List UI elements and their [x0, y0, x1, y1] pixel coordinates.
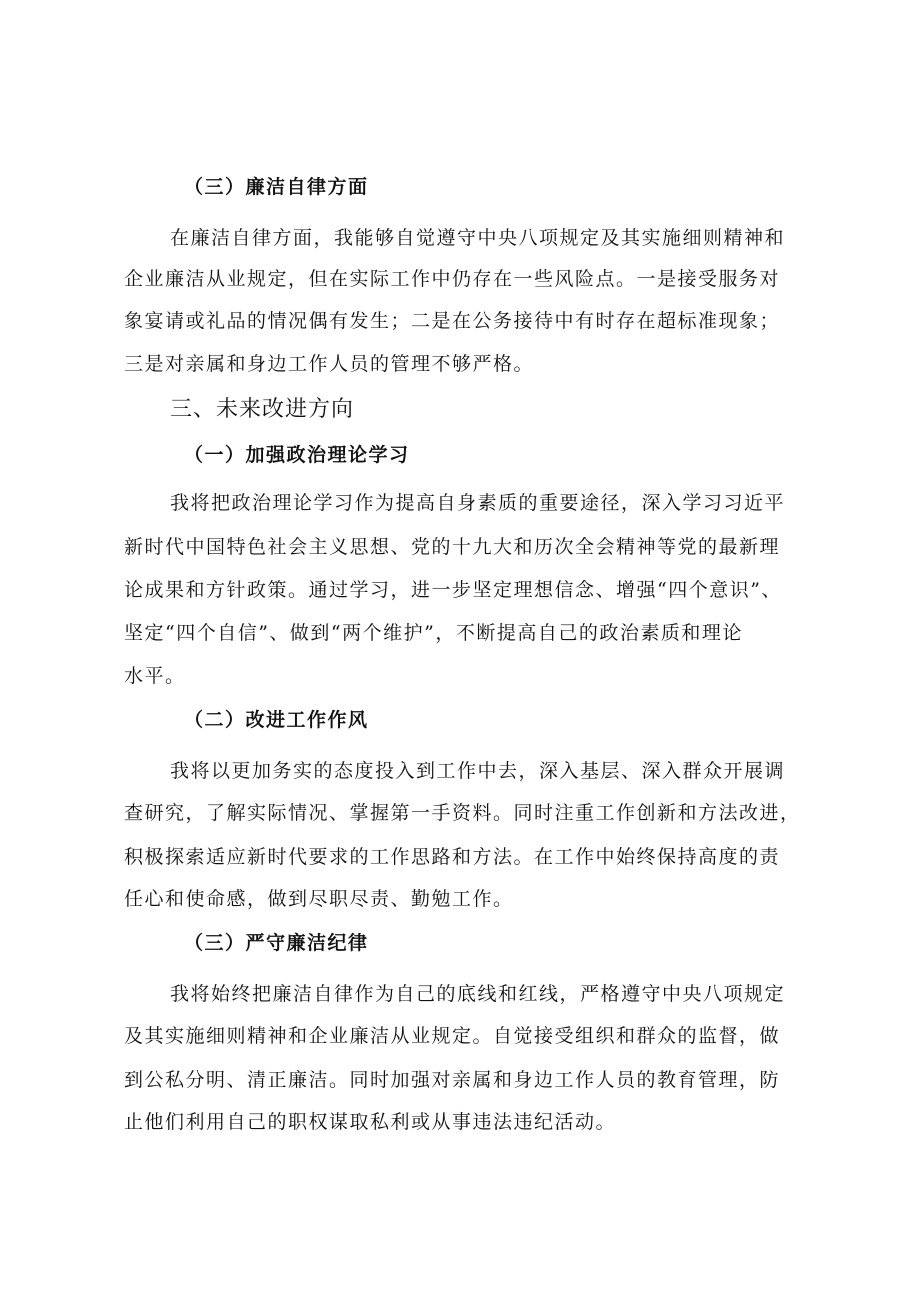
part-title-improvement: 三、未来改进方向	[170, 397, 355, 422]
paragraph-line: 企业廉洁从业规定，但在实际工作中仍存在一些风险点。一是接受服务对	[124, 268, 781, 290]
paragraph-line: 我将始终把廉洁自律作为自己的底线和红线，严格遵守中央八项规定	[170, 983, 786, 1005]
paragraph-line: 积极探索适应新时代要求的工作思路和方法。在工作中始终保持高度的责	[124, 846, 781, 868]
section-heading-style: （二）改进工作作风	[184, 709, 369, 731]
paragraph-line: 止他们利用自己的职权谋取私利或从事违法违纪活动。	[124, 1111, 617, 1133]
paragraph-line: 及其实施细则精神和企业廉洁从业规定。自觉接受组织和群众的监督，做	[124, 1025, 781, 1047]
paragraph-line: 象宴请或礼品的情况偶有发生；二是在公务接待中有时存在超标准现象；	[124, 310, 781, 332]
paragraph-line: 在廉洁自律方面，我能够自觉遵守中央八项规定及其实施细则精神和	[170, 227, 786, 249]
paragraph-line: 新时代中国特色社会主义思想、党的十九大和历次全会精神等党的最新理	[124, 536, 781, 558]
paragraph-line: 坚定“四个自信”、做到“两个维护”，不断提高自己的政治素质和理论	[124, 622, 743, 644]
paragraph-line: 水平。	[124, 665, 186, 687]
paragraph-line: 到公私分明、清正廉洁。同时加强对亲属和身边工作人员的教育管理，防	[124, 1069, 781, 1091]
paragraph-line: 任心和使命感，做到尽职尽责、勤勉工作。	[124, 888, 514, 910]
paragraph-line: 我将把政治理论学习作为提高自身素质的重要途径，深入学习习近平	[170, 492, 786, 514]
paragraph-line: 论成果和方针政策。通过学习，进一步坚定理想信念、增强“四个意识”、	[124, 579, 782, 601]
paragraph-line: 我将以更加务实的态度投入到工作中去，深入基层、深入群众开展调	[170, 760, 786, 782]
paragraph-line: 查研究，了解实际情况、掌握第一手资料。同时注重工作创新和方法改进，	[124, 802, 801, 824]
section-heading-discipline: （三）严守廉洁纪律	[184, 932, 369, 954]
paragraph-line: 三是对亲属和身边工作人员的管理不够严格。	[124, 353, 535, 375]
section-heading-integrity: （三）廉洁自律方面	[184, 176, 369, 198]
section-heading-study: （一）加强政治理论学习	[184, 444, 410, 466]
